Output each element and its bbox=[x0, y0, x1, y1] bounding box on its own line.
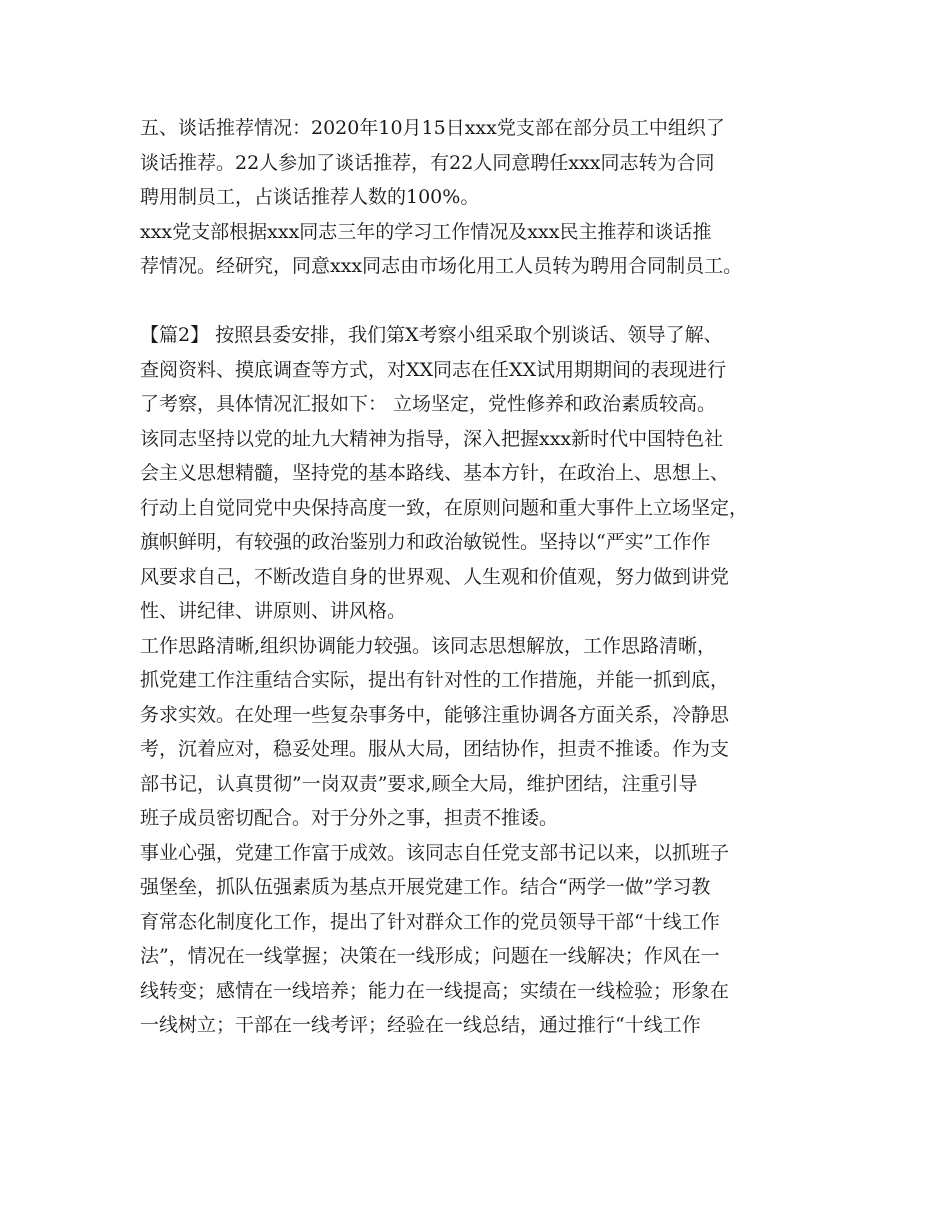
article2-line-16: 事业心强，党建工作富于成效。该同志自任党支部书记以来，以抓班子 bbox=[140, 841, 730, 864]
article2-line-21: 一线树立；干部在一线考评；经验在一线总结，通过推行“十线工作 bbox=[140, 1014, 701, 1036]
conclusion-line-1: xxx党支部根据xxx同志三年的学习工作情况及xxx民主推荐和谈话推 bbox=[140, 220, 712, 243]
article2-line-6: 行动上自觉同党中央保持高度一致，在原则问题和重大事件上立场坚定， bbox=[140, 496, 749, 519]
article2-line-13: 考，沉着应对，稳妥处理。服从大局，团结协作，担责不推诿。作为支 bbox=[140, 738, 730, 760]
article2-line-14: 部书记，认真贯彻”一岗双责”要求,顾全大局，维护团结，注重引导 bbox=[140, 772, 698, 795]
section5-line-1: 五、谈话推荐情况：2020年10月15日xxx党支部在部分员工中组织了 bbox=[140, 117, 725, 139]
article2-line-2: 查阅资料、摸底调查等方式，对XX同志在任XX试用期期间的表现进行 bbox=[140, 358, 727, 381]
article2-line-12: 务求实效。在处理一些复杂事务中，能够注重协调各方面关系，冷静思 bbox=[140, 703, 730, 726]
article2-line-19: 法”，情况在一线掌握；决策在一线形成；问题在一线解决；作风在一 bbox=[140, 945, 720, 967]
article2-line-20: 线转变；感情在一线培养；能力在一线提高；实绩在一线检验；形象在 bbox=[140, 979, 730, 1002]
conclusion-line-2: 荐情况。经研究，同意xxx同志由市场化用工人员转为聘用合同制员工。 bbox=[140, 255, 743, 277]
article2-line-8: 风要求自己，不断改造自身的世界观、人生观和价值观，努力做到讲党 bbox=[140, 565, 730, 588]
article2-line-4: 该同志坚持以党的址九大精神为指导，深入把握xxx新时代中国特色社 bbox=[140, 427, 724, 450]
article2-line-1: 【篇2】 按照县委安排，我们第X考察小组采取个别谈话、领导了解、 bbox=[140, 324, 723, 346]
paragraph-gap bbox=[140, 284, 840, 319]
article2-line-15: 班子成员密切配合。对于分外之事，担责不推诿。 bbox=[140, 807, 559, 829]
article2-line-7: 旗帜鲜明，有较强的政治鉴别力和政治敏锐性。坚持以“严实”工作作 bbox=[140, 531, 711, 553]
section5-line-2: 谈话推荐。22人参加了谈话推荐，有22人同意聘任xxx同志转为合同 bbox=[140, 151, 715, 174]
article2-line-3: 了考察，具体情况汇报如下： 立场坚定，党性修养和政治素质较高。 bbox=[140, 393, 717, 415]
article2-line-11: 抓党建工作注重结合实际，提出有针对性的工作措施，并能一抓到底， bbox=[140, 669, 730, 691]
article2-line-18: 育常态化制度化工作，提出了针对群众工作的党员领导干部“十线工作 bbox=[140, 910, 720, 933]
article2-line-9: 性、讲纪律、讲原则、讲风格。 bbox=[140, 600, 407, 622]
article2-line-10: 工作思路清晰,组织协调能力较强。该同志思想解放，工作思路清晰， bbox=[140, 634, 717, 657]
section5-line-3: 聘用制员工，占谈话推荐人数的100%。 bbox=[140, 186, 480, 208]
document-page bbox=[140, 111, 840, 1043]
article2-line-5: 会主义思想精髓，坚持党的基本路线、基本方针，在政治上、思想上、 bbox=[140, 462, 730, 484]
article2-line-17: 强堡垒，抓队伍强素质为基点开展党建工作。结合“两学一做”学习教 bbox=[140, 876, 711, 898]
